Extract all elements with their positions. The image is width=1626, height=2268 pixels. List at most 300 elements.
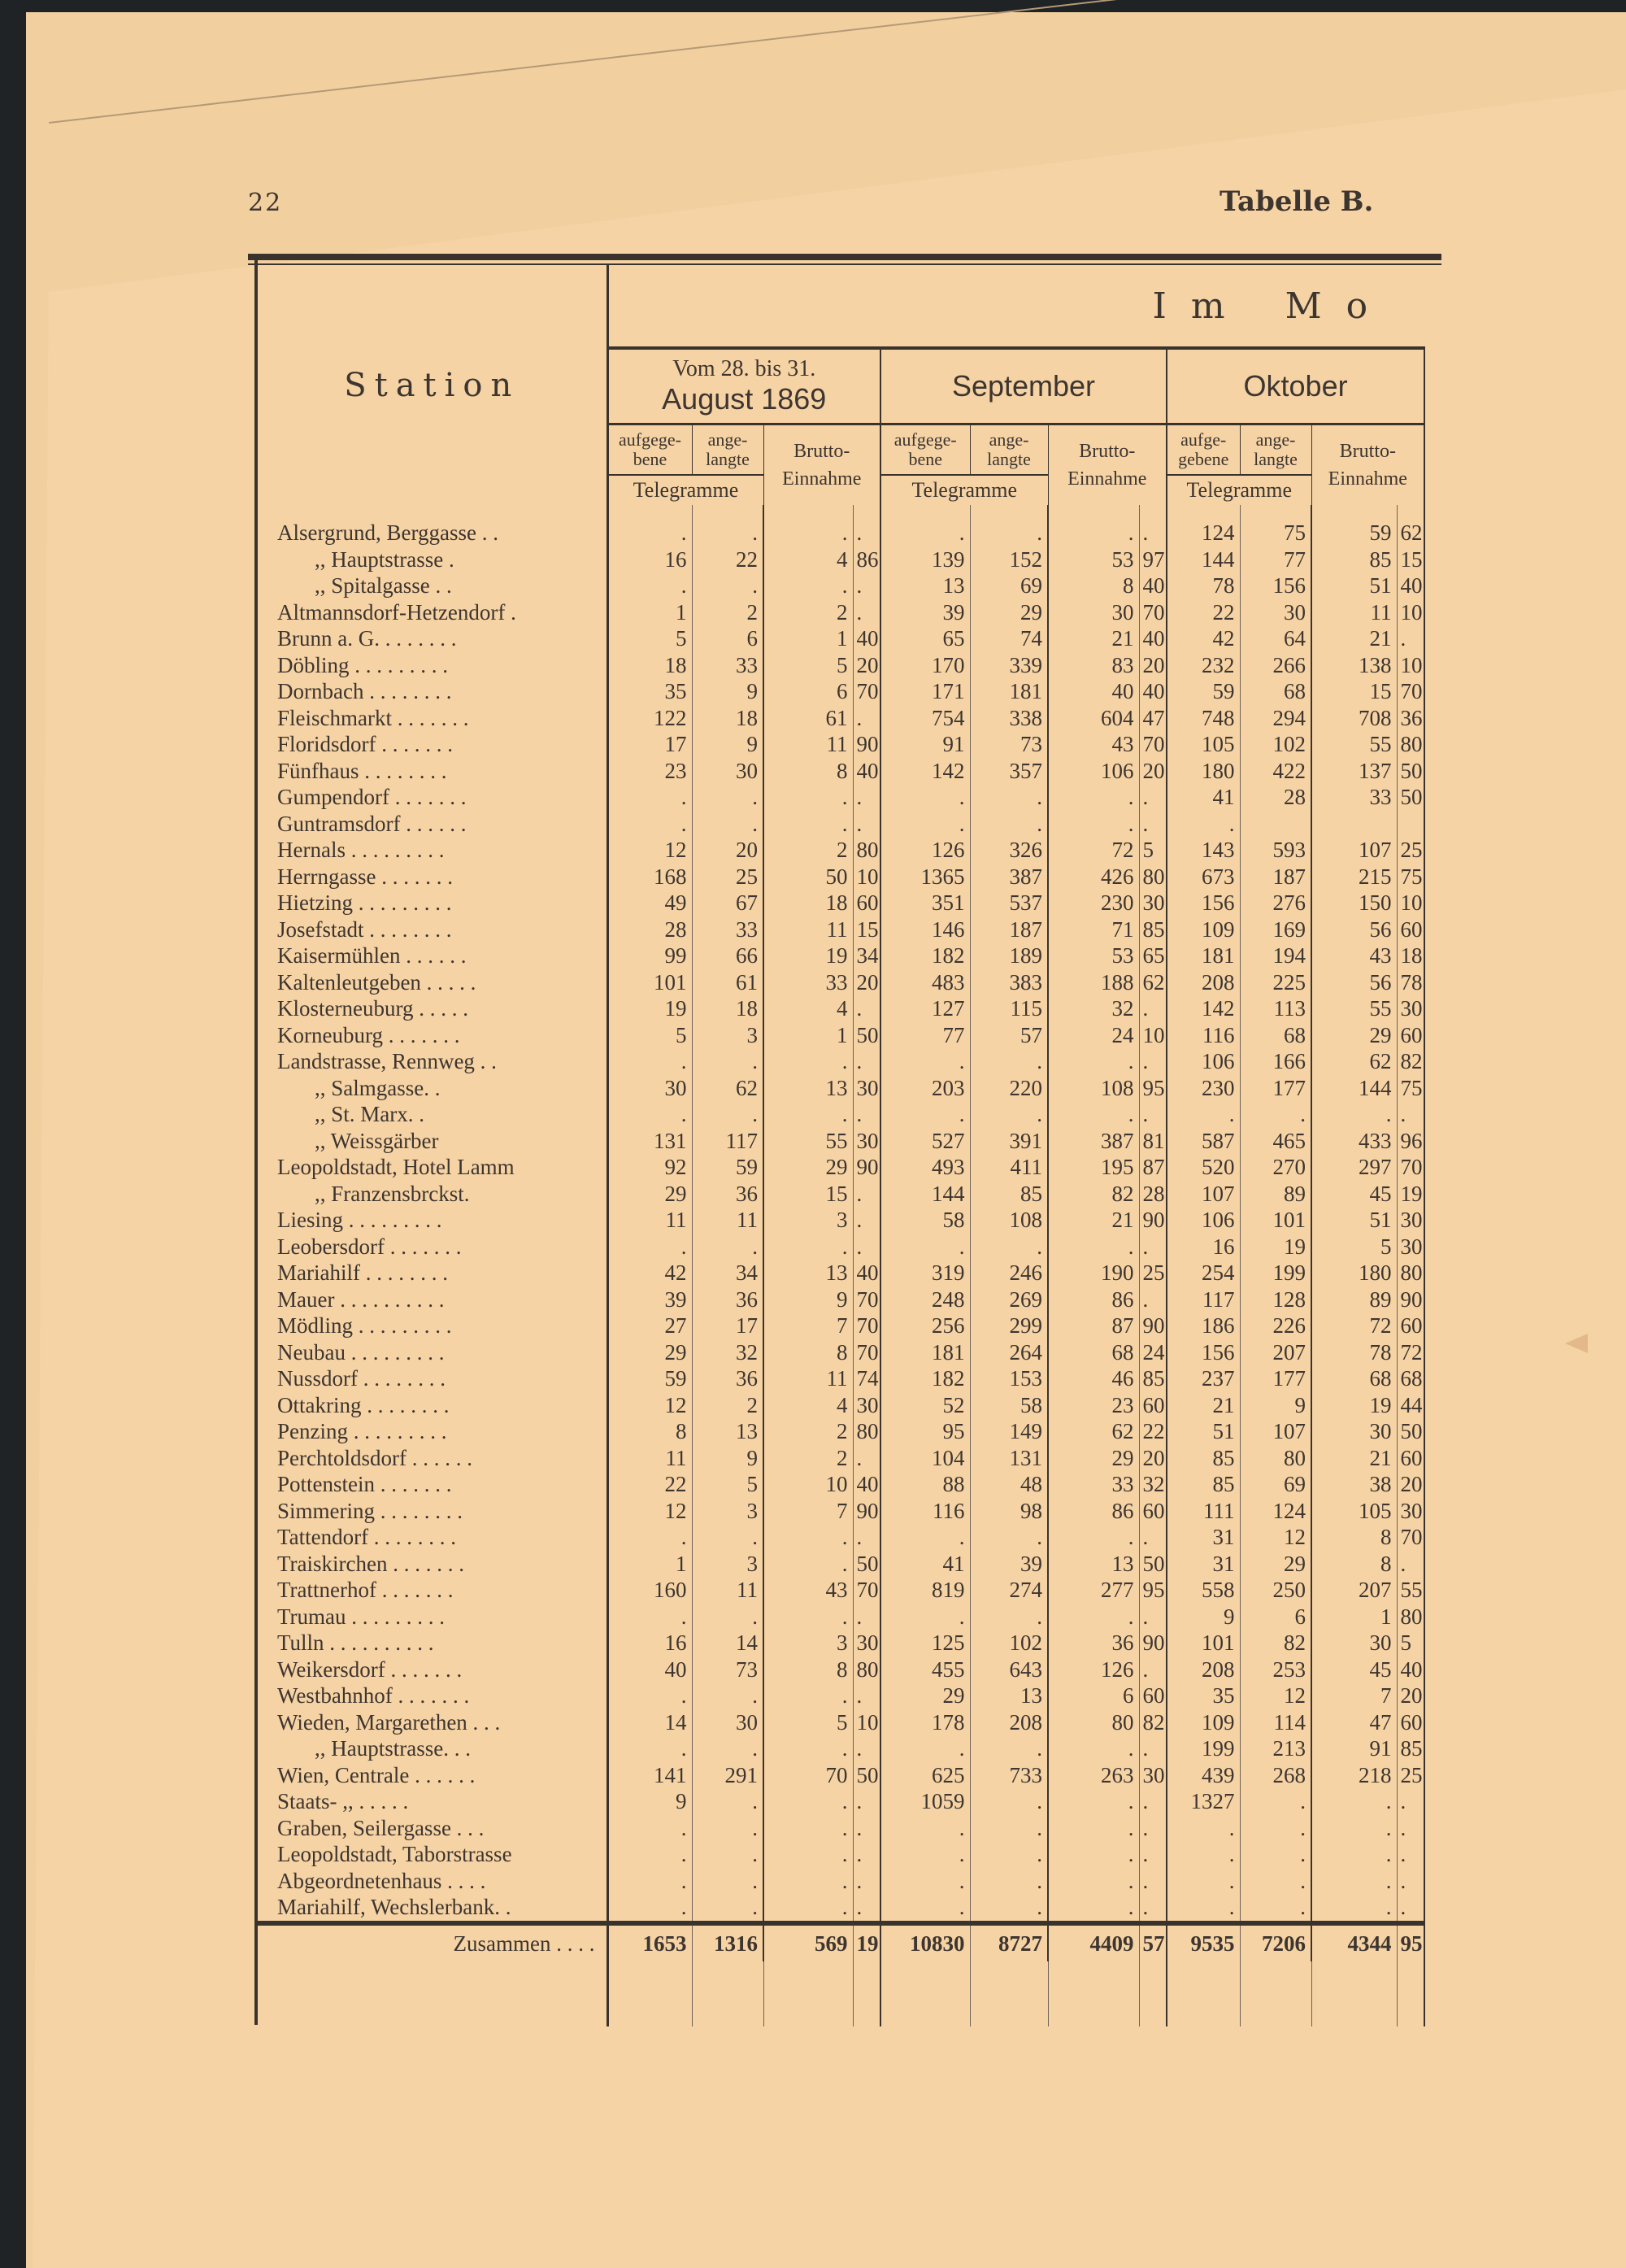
station-name: Guntramsdorf . . . . . . xyxy=(258,811,607,838)
value-cell: 3 xyxy=(692,1551,763,1578)
value-cell: . xyxy=(692,1101,763,1128)
value-cell: . xyxy=(1048,505,1139,546)
station-name: Staats- ,, . . . . . xyxy=(258,1788,607,1815)
value-cell: . xyxy=(607,1524,692,1551)
value-cell: . xyxy=(1311,1868,1397,1895)
value-cell: 52 xyxy=(880,1392,970,1419)
kreuzer-cell: 40 xyxy=(853,1471,880,1498)
kreuzer-cell: . xyxy=(853,1181,880,1208)
value-cell: 68 xyxy=(1048,1339,1139,1366)
station-name: Westbahnhof . . . . . . . xyxy=(258,1682,607,1709)
station-name: Abgeordnetenhaus . . . . xyxy=(258,1868,607,1895)
month-title: September xyxy=(951,369,1096,403)
value-cell: . xyxy=(970,505,1048,546)
value-cell: . xyxy=(880,1841,970,1868)
value-cell: . xyxy=(1240,1868,1311,1895)
value-cell: 186 xyxy=(1167,1312,1240,1339)
value-cell: 520 xyxy=(1167,1154,1240,1181)
value-cell: 754 xyxy=(880,705,970,732)
value-cell: . xyxy=(763,811,853,838)
value-cell: 218 xyxy=(1311,1762,1397,1789)
kreuzer-cell: 62 xyxy=(1397,505,1424,546)
table-row xyxy=(258,1260,1424,1286)
value-cell: 270 xyxy=(1240,1154,1311,1181)
kreuzer-cell: 50 xyxy=(1397,758,1424,785)
value-cell: 4409 xyxy=(1048,1923,1139,1961)
value-cell: 43 xyxy=(1048,731,1139,758)
value-cell: . xyxy=(970,1101,1048,1128)
value-cell: 109 xyxy=(1167,1709,1240,1736)
value-cell: 12 xyxy=(607,1392,692,1419)
table-row xyxy=(258,625,1424,652)
value-cell: 199 xyxy=(1240,1260,1311,1286)
table-row xyxy=(258,942,1424,969)
value-cell: . xyxy=(1240,1101,1311,1128)
value-cell: 230 xyxy=(1167,1075,1240,1102)
value-cell: 13 xyxy=(763,1260,853,1286)
value-cell: 99 xyxy=(607,942,692,969)
kreuzer-cell: 85 xyxy=(1397,1735,1424,1762)
value-cell: 50 xyxy=(763,864,853,890)
value-cell: 59 xyxy=(607,1365,692,1392)
value-cell: 35 xyxy=(1167,1682,1240,1709)
kreuzer-cell: 60 xyxy=(1139,1682,1167,1709)
station-name: Graben, Seilergasse . . . xyxy=(258,1815,607,1842)
value-cell: 24 xyxy=(1048,1022,1139,1049)
value-cell: 23 xyxy=(607,758,692,785)
kreuzer-cell: 70 xyxy=(853,1312,880,1339)
aufgegebene-header: aufgege-bene xyxy=(880,424,970,476)
kreuzer-cell: 25 xyxy=(1397,837,1424,864)
value-cell: 3 xyxy=(692,1498,763,1525)
value-cell: 9 xyxy=(763,1286,853,1313)
table-row xyxy=(258,1048,1424,1075)
value-cell: 29 xyxy=(970,599,1048,626)
value-cell: . xyxy=(763,1788,853,1815)
value-cell: 338 xyxy=(970,705,1048,732)
kreuzer-cell: 55 xyxy=(1397,1577,1424,1604)
value-cell: 29 xyxy=(607,1181,692,1208)
value-cell: 126 xyxy=(880,837,970,864)
value-cell: 51 xyxy=(1311,572,1397,599)
table-row xyxy=(258,1286,1424,1313)
value-cell: 246 xyxy=(970,1260,1048,1286)
empty-cell xyxy=(853,1961,880,2026)
kreuzer-cell: 60 xyxy=(1397,1022,1424,1049)
value-cell: 269 xyxy=(970,1286,1048,1313)
kreuzer-cell: 85 xyxy=(1139,1365,1167,1392)
table-row xyxy=(258,678,1424,705)
value-cell: . xyxy=(970,1894,1048,1923)
station-name: Floridsdorf . . . . . . . xyxy=(258,731,607,758)
station-name: Leopoldstadt, Hotel Lamm xyxy=(258,1154,607,1181)
value-cell: 225 xyxy=(1240,969,1311,996)
value-cell: 18 xyxy=(763,890,853,916)
value-cell: . xyxy=(692,1524,763,1551)
value-cell: 124 xyxy=(1240,1498,1311,1525)
value-cell: 5 xyxy=(1311,1234,1397,1260)
value-cell: 69 xyxy=(970,572,1048,599)
value-cell: 11 xyxy=(607,1445,692,1472)
value-cell: 131 xyxy=(607,1128,692,1155)
value-cell: 181 xyxy=(1167,942,1240,969)
table-row xyxy=(258,784,1424,811)
value-cell: 19 xyxy=(763,942,853,969)
value-cell: . xyxy=(970,1524,1048,1551)
station-name: Liesing . . . . . . . . . xyxy=(258,1207,607,1234)
value-cell: . xyxy=(763,1524,853,1551)
value-cell: 187 xyxy=(970,916,1048,943)
value-cell: 411 xyxy=(970,1154,1048,1181)
value-cell: 673 xyxy=(1167,864,1240,890)
value-cell: 230 xyxy=(1048,890,1139,916)
value-cell: 207 xyxy=(1311,1577,1397,1604)
value-cell: 433 xyxy=(1311,1128,1397,1155)
kreuzer-cell: 80 xyxy=(853,837,880,864)
value-cell: 86 xyxy=(1048,1498,1139,1525)
value-cell: 82 xyxy=(1048,1181,1139,1208)
kreuzer-cell: 50 xyxy=(853,1551,880,1578)
value-cell: 190 xyxy=(1048,1260,1139,1286)
value-cell: 85 xyxy=(970,1181,1048,1208)
value-cell: 326 xyxy=(970,837,1048,864)
table-row xyxy=(258,916,1424,943)
value-cell: . xyxy=(692,1048,763,1075)
kreuzer-cell: 60 xyxy=(1397,916,1424,943)
value-cell: . xyxy=(1167,1841,1240,1868)
value-cell: 65 xyxy=(880,625,970,652)
total-row xyxy=(258,1923,1424,1961)
value-cell: 19 xyxy=(1240,1234,1311,1260)
kreuzer-cell: 68 xyxy=(1397,1365,1424,1392)
value-cell: 144 xyxy=(880,1181,970,1208)
value-cell: 127 xyxy=(880,995,970,1022)
kreuzer-cell: . xyxy=(853,784,880,811)
kreuzer-cell: 30 xyxy=(1397,995,1424,1022)
value-cell: 264 xyxy=(970,1339,1048,1366)
value-cell: 188 xyxy=(1048,969,1139,996)
value-cell: 75 xyxy=(1240,505,1311,546)
kreuzer-cell: 25 xyxy=(1397,1762,1424,1789)
value-cell: 266 xyxy=(1240,652,1311,679)
value-cell: 32 xyxy=(692,1339,763,1366)
value-cell: . xyxy=(692,505,763,546)
aufgegebene-header: aufgege-bene xyxy=(607,424,692,476)
kreuzer-cell: 19 xyxy=(853,1923,880,1961)
value-cell: 68 xyxy=(1311,1365,1397,1392)
value-cell: 153 xyxy=(970,1365,1048,1392)
value-cell: 107 xyxy=(1240,1418,1311,1445)
value-cell: 85 xyxy=(1167,1445,1240,1472)
kreuzer-cell: 10 xyxy=(853,864,880,890)
value-cell: 39 xyxy=(607,1286,692,1313)
kreuzer-cell: 70 xyxy=(853,1577,880,1604)
kreuzer-cell: . xyxy=(1139,1101,1167,1128)
value-cell: 107 xyxy=(1167,1181,1240,1208)
value-cell: . xyxy=(763,572,853,599)
kreuzer-cell: . xyxy=(853,1868,880,1895)
kreuzer-cell: . xyxy=(853,1682,880,1709)
value-cell: 180 xyxy=(1167,758,1240,785)
station-name: Leopoldstadt, Taborstrasse xyxy=(258,1841,607,1868)
table-row xyxy=(258,1207,1424,1234)
value-cell: 64 xyxy=(1240,625,1311,652)
page-number: 22 xyxy=(248,189,283,217)
value-cell: . xyxy=(880,1101,970,1128)
station-name: Josefstadt . . . . . . . . xyxy=(258,916,607,943)
table-row xyxy=(258,1312,1424,1339)
value-cell: 126 xyxy=(1048,1656,1139,1683)
month-title: August 1869 xyxy=(662,382,827,416)
value-cell: 277 xyxy=(1048,1577,1139,1604)
kreuzer-cell: 20 xyxy=(853,652,880,679)
table-row xyxy=(258,1551,1424,1578)
value-cell: 30 xyxy=(692,1709,763,1736)
value-cell: 138 xyxy=(1311,652,1397,679)
value-cell: . xyxy=(607,784,692,811)
value-cell: 182 xyxy=(880,1365,970,1392)
value-cell: . xyxy=(1048,1894,1139,1923)
value-cell: 115 xyxy=(970,995,1048,1022)
station-name: Penzing . . . . . . . . . xyxy=(258,1418,607,1445)
value-cell: 5 xyxy=(763,1709,853,1736)
value-cell: 11 xyxy=(692,1577,763,1604)
kreuzer-cell: . xyxy=(1139,784,1167,811)
telegramme-header: Telegramme xyxy=(1167,475,1311,505)
value-cell: 299 xyxy=(970,1312,1048,1339)
value-cell: . xyxy=(607,572,692,599)
value-cell: . xyxy=(1311,1788,1397,1815)
value-cell: 91 xyxy=(880,731,970,758)
kreuzer-cell: 70 xyxy=(1397,678,1424,705)
value-cell: 2 xyxy=(763,837,853,864)
table-row xyxy=(258,1339,1424,1366)
kreuzer-cell: . xyxy=(853,599,880,626)
kreuzer-cell: . xyxy=(853,505,880,546)
kreuzer-cell: 5 xyxy=(1397,1630,1424,1656)
kreuzer-cell: . xyxy=(853,811,880,838)
kreuzer-cell: . xyxy=(853,1788,880,1815)
value-cell: 9 xyxy=(692,678,763,705)
kreuzer-cell: 74 xyxy=(853,1365,880,1392)
value-cell: 78 xyxy=(1167,572,1240,599)
value-cell: . xyxy=(763,1048,853,1075)
value-cell: 6 xyxy=(1240,1604,1311,1630)
value-cell: 297 xyxy=(1311,1154,1397,1181)
value-cell: 253 xyxy=(1240,1656,1311,1683)
value-cell: 109 xyxy=(1167,916,1240,943)
value-cell: 2 xyxy=(763,1418,853,1445)
value-cell: 29 xyxy=(880,1682,970,1709)
value-cell: 733 xyxy=(970,1762,1048,1789)
table-row xyxy=(258,1630,1424,1656)
kreuzer-cell: . xyxy=(1139,1048,1167,1075)
value-cell: 18 xyxy=(607,652,692,679)
kreuzer-cell: . xyxy=(1397,1841,1424,1868)
value-cell: 57 xyxy=(970,1022,1048,1049)
kreuzer-cell: 90 xyxy=(1139,1630,1167,1656)
month-header-august xyxy=(607,348,880,424)
table-row xyxy=(258,1894,1424,1923)
value-cell: 25 xyxy=(692,864,763,890)
value-cell: 9 xyxy=(692,1445,763,1472)
kreuzer-cell: . xyxy=(1397,1551,1424,1578)
value-cell: 16 xyxy=(607,546,692,573)
table-row xyxy=(258,1234,1424,1260)
value-cell: 72 xyxy=(1048,837,1139,864)
empty-cell xyxy=(880,1961,970,2026)
kreuzer-cell: . xyxy=(1139,1656,1167,1683)
station-name: Ottakring . . . . . . . . xyxy=(258,1392,607,1419)
value-cell xyxy=(1240,811,1311,838)
value-cell: 80 xyxy=(1240,1445,1311,1472)
value-cell: 125 xyxy=(880,1630,970,1656)
value-cell: 291 xyxy=(692,1762,763,1789)
kreuzer-cell: 86 xyxy=(853,546,880,573)
value-cell: 2 xyxy=(692,599,763,626)
value-cell: 263 xyxy=(1048,1762,1139,1789)
station-name: Brunn a. G. . . . . . . . xyxy=(258,625,607,652)
value-cell: 9 xyxy=(607,1788,692,1815)
value-cell: 23 xyxy=(1048,1392,1139,1419)
kreuzer-cell: 50 xyxy=(853,1762,880,1789)
angelangte-header: ange-langte xyxy=(1240,424,1311,476)
kreuzer-cell: 20 xyxy=(1139,758,1167,785)
value-cell: . xyxy=(607,1048,692,1075)
table-row xyxy=(258,1445,1424,1472)
value-cell: 1 xyxy=(607,1551,692,1578)
value-cell: 14 xyxy=(692,1630,763,1656)
table-row xyxy=(258,1604,1424,1630)
kreuzer-cell: 40 xyxy=(1139,678,1167,705)
empty-trailing-row xyxy=(258,1961,1424,2026)
value-cell: 144 xyxy=(1311,1075,1397,1102)
value-cell: 21 xyxy=(1048,625,1139,652)
value-cell: 156 xyxy=(1167,1339,1240,1366)
empty-cell xyxy=(1139,1961,1167,2026)
value-cell: 39 xyxy=(880,599,970,626)
kreuzer-cell: 95 xyxy=(1139,1577,1167,1604)
station-name: Tulln . . . . . . . . . . xyxy=(258,1630,607,1656)
value-cell: . xyxy=(970,1841,1048,1868)
value-cell: 87 xyxy=(1048,1312,1139,1339)
value-cell: 170 xyxy=(880,652,970,679)
empty-cell xyxy=(1240,1961,1311,2026)
kreuzer-cell: . xyxy=(1397,1894,1424,1923)
value-cell: 146 xyxy=(880,916,970,943)
value-cell: 36 xyxy=(692,1365,763,1392)
value-cell: 558 xyxy=(1167,1577,1240,1604)
value-cell: . xyxy=(692,1868,763,1895)
table-row xyxy=(258,1788,1424,1815)
table-top-rule xyxy=(248,254,1441,260)
value-cell: . xyxy=(692,1682,763,1709)
value-cell: 102 xyxy=(970,1630,1048,1656)
value-cell: 12 xyxy=(1240,1524,1311,1551)
kreuzer-cell: 62 xyxy=(1139,969,1167,996)
value-cell: 95 xyxy=(880,1418,970,1445)
value-cell: 1059 xyxy=(880,1788,970,1815)
value-cell: 33 xyxy=(692,916,763,943)
value-cell: 102 xyxy=(1240,731,1311,758)
value-cell: 10 xyxy=(763,1471,853,1498)
value-cell: . xyxy=(1048,1868,1139,1895)
table-row xyxy=(258,1075,1424,1102)
value-cell: 5 xyxy=(607,1022,692,1049)
station-name: Gumpendorf . . . . . . . xyxy=(258,784,607,811)
value-cell: 319 xyxy=(880,1260,970,1286)
value-cell: 199 xyxy=(1167,1735,1240,1762)
kreuzer-cell: 24 xyxy=(1139,1339,1167,1366)
kreuzer-cell: . xyxy=(853,1841,880,1868)
kreuzer-cell: 90 xyxy=(853,1498,880,1525)
table-row xyxy=(258,652,1424,679)
station-name: Korneuburg . . . . . . . xyxy=(258,1022,607,1049)
value-cell: 61 xyxy=(763,705,853,732)
value-cell: 78 xyxy=(1311,1339,1397,1366)
kreuzer-cell: 44 xyxy=(1397,1392,1424,1419)
value-cell: 152 xyxy=(970,546,1048,573)
value-cell: 68 xyxy=(1240,678,1311,705)
station-name: Herrngasse . . . . . . . xyxy=(258,864,607,890)
telegramme-header: Telegramme xyxy=(880,475,1048,505)
value-cell: 36 xyxy=(1048,1630,1139,1656)
kreuzer-cell: 95 xyxy=(1139,1075,1167,1102)
value-cell: 12 xyxy=(1240,1682,1311,1709)
kreuzer-cell: 5 xyxy=(1139,837,1167,864)
value-cell: 177 xyxy=(1240,1075,1311,1102)
kreuzer-cell: 30 xyxy=(853,1128,880,1155)
value-cell: . xyxy=(1048,811,1139,838)
station-name: ,, Salmgasse. . xyxy=(258,1075,607,1102)
kreuzer-cell: 60 xyxy=(1139,1392,1167,1419)
value-cell: 32 xyxy=(1048,995,1139,1022)
value-cell: 294 xyxy=(1240,705,1311,732)
kreuzer-cell: 70 xyxy=(1397,1524,1424,1551)
kreuzer-cell: 10 xyxy=(1397,890,1424,916)
value-cell: 4 xyxy=(763,546,853,573)
kreuzer-cell: 20 xyxy=(1139,652,1167,679)
value-cell: 182 xyxy=(880,942,970,969)
kreuzer-cell: 78 xyxy=(1397,969,1424,996)
value-cell: 5 xyxy=(692,1471,763,1498)
value-cell: 625 xyxy=(880,1762,970,1789)
value-cell: . xyxy=(880,1815,970,1842)
value-cell: 36 xyxy=(692,1181,763,1208)
value-cell: 107 xyxy=(1311,837,1397,864)
value-cell: 339 xyxy=(970,652,1048,679)
table-title: Tabelle B. xyxy=(1220,185,1374,218)
value-cell: 33 xyxy=(763,969,853,996)
empty-cell xyxy=(258,1961,607,2026)
value-cell: 7 xyxy=(763,1312,853,1339)
station-name: ,, St. Marx. . xyxy=(258,1101,607,1128)
table-row xyxy=(258,1022,1424,1049)
value-cell: 156 xyxy=(1240,572,1311,599)
value-cell: 12 xyxy=(607,837,692,864)
value-cell: 9 xyxy=(1167,1604,1240,1630)
value-cell: 215 xyxy=(1311,864,1397,890)
station-name: Klosterneuburg . . . . . xyxy=(258,995,607,1022)
kreuzer-cell: 70 xyxy=(1139,599,1167,626)
kreuzer-cell: . xyxy=(1139,1286,1167,1313)
value-cell: 68 xyxy=(1240,1022,1311,1049)
value-cell: 426 xyxy=(1048,864,1139,890)
value-cell: 82 xyxy=(1240,1630,1311,1656)
value-cell: 30 xyxy=(692,758,763,785)
empty-cell xyxy=(1397,1961,1424,2026)
value-cell: . xyxy=(763,1894,853,1923)
